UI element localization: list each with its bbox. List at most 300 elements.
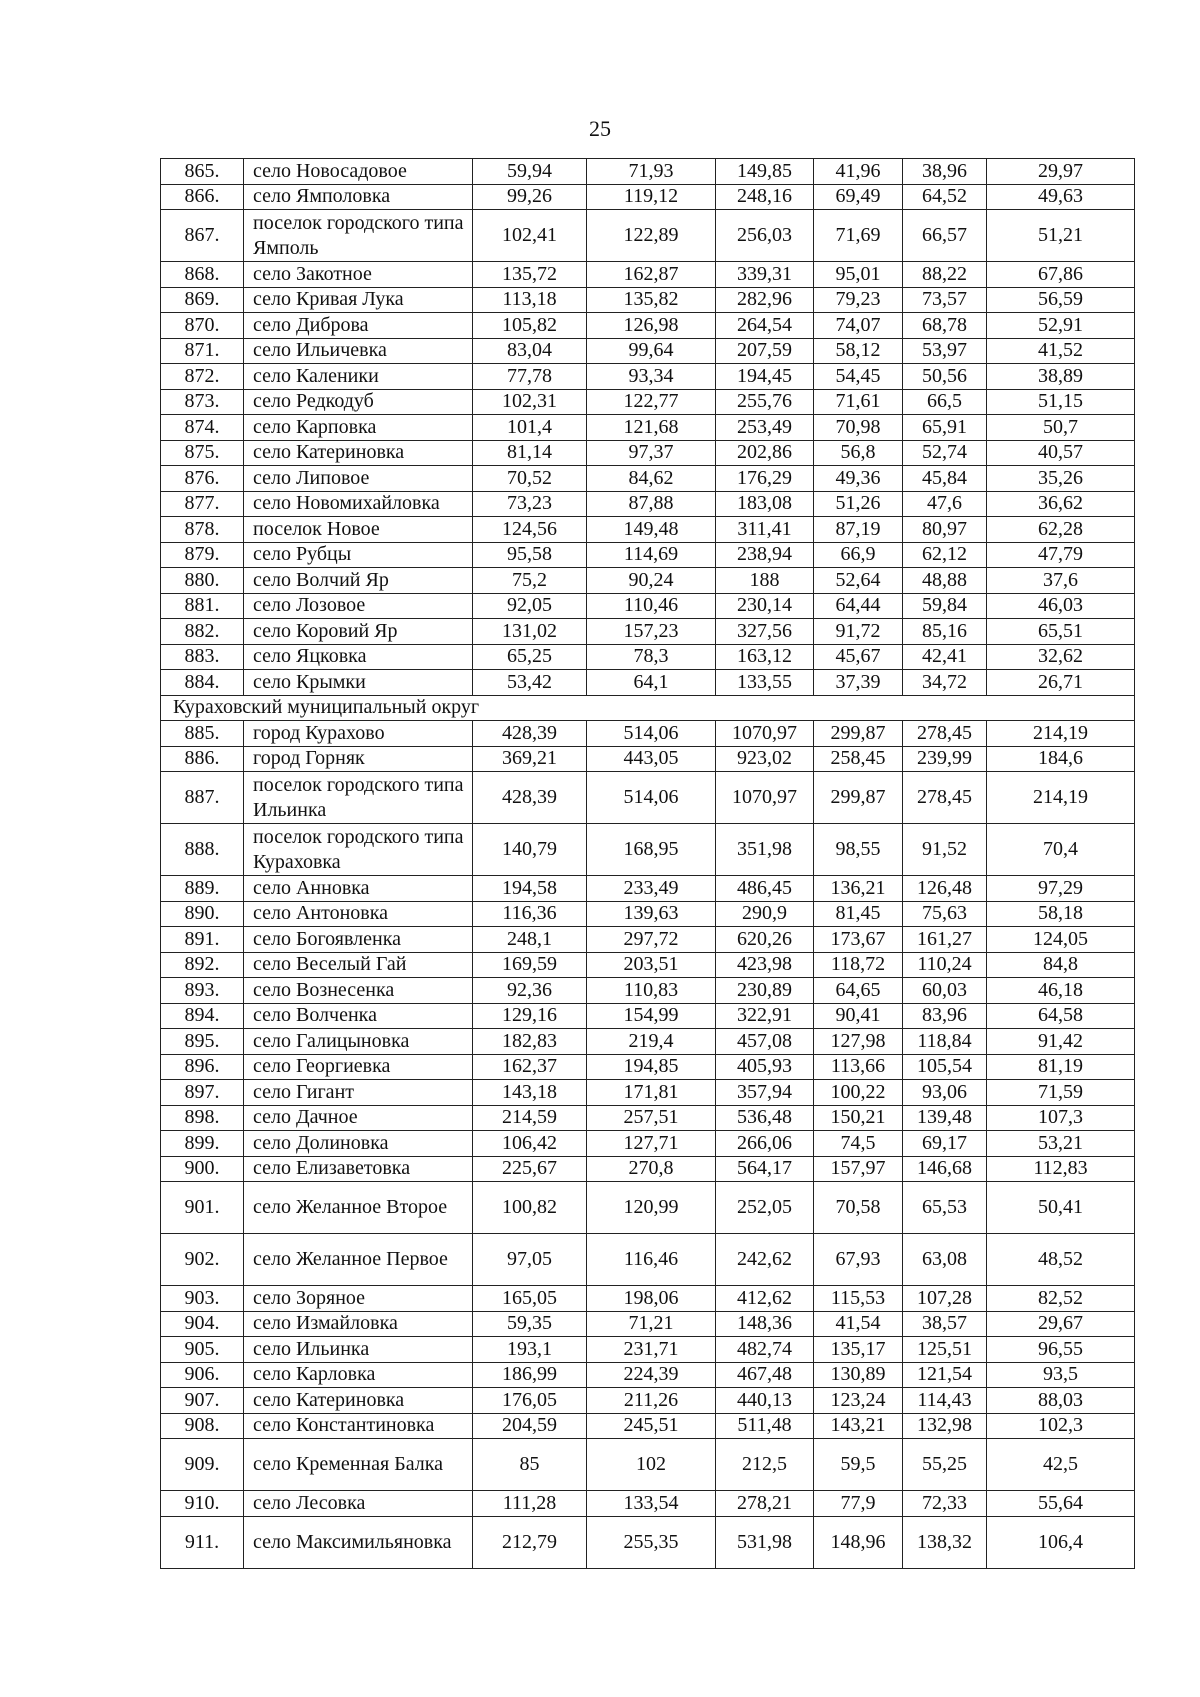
- row-number: 888.: [161, 824, 244, 876]
- value-cell: 143,21: [814, 1413, 903, 1439]
- value-cell: 357,94: [716, 1080, 814, 1106]
- value-cell: 299,87: [814, 772, 903, 824]
- value-cell: 457,08: [716, 1029, 814, 1055]
- value-cell: 113,18: [473, 287, 587, 313]
- value-cell: 176,29: [716, 466, 814, 492]
- value-cell: 102: [587, 1439, 716, 1491]
- value-cell: 48,88: [903, 568, 987, 594]
- value-cell: 42,41: [903, 644, 987, 670]
- row-number: 872.: [161, 364, 244, 390]
- value-cell: 93,34: [587, 364, 716, 390]
- row-number: 900.: [161, 1156, 244, 1182]
- table-row: [161, 1080, 1135, 1106]
- table-row: [161, 1234, 1135, 1286]
- settlement-name: село Желанное Второе: [244, 1182, 473, 1234]
- value-cell: 90,41: [814, 1003, 903, 1029]
- row-number: 907.: [161, 1388, 244, 1414]
- value-cell: 148,96: [814, 1516, 903, 1568]
- settlement-name: поселок городского типа Ильинка: [244, 772, 473, 824]
- value-cell: 67,93: [814, 1234, 903, 1286]
- value-cell: 85,16: [903, 619, 987, 645]
- table-row: [161, 1131, 1135, 1157]
- value-cell: 62,12: [903, 542, 987, 568]
- settlement-name: село Катериновка: [244, 440, 473, 466]
- table-row: [161, 593, 1135, 619]
- value-cell: 248,1: [473, 927, 587, 953]
- value-cell: 171,81: [587, 1080, 716, 1106]
- row-number: 909.: [161, 1439, 244, 1491]
- settlement-name: село Долиновка: [244, 1131, 473, 1157]
- value-cell: 278,21: [716, 1491, 814, 1517]
- value-cell: 59,84: [903, 593, 987, 619]
- value-cell: 486,45: [716, 876, 814, 902]
- value-cell: 212,5: [716, 1439, 814, 1491]
- value-cell: 77,9: [814, 1491, 903, 1517]
- settlement-name: село Ильичевка: [244, 338, 473, 364]
- settlement-name: село Катериновка: [244, 1388, 473, 1414]
- value-cell: 111,28: [473, 1491, 587, 1517]
- table-row: [161, 772, 1135, 824]
- row-number: 911.: [161, 1516, 244, 1568]
- value-cell: 122,77: [587, 389, 716, 415]
- value-cell: 290,9: [716, 901, 814, 927]
- value-cell: 163,12: [716, 644, 814, 670]
- value-cell: 107,28: [903, 1286, 987, 1312]
- value-cell: 97,05: [473, 1234, 587, 1286]
- value-cell: 230,89: [716, 978, 814, 1004]
- value-cell: 105,82: [473, 313, 587, 339]
- value-cell: 327,56: [716, 619, 814, 645]
- value-cell: 102,41: [473, 210, 587, 262]
- value-cell: 55,64: [987, 1491, 1135, 1517]
- value-cell: 63,08: [903, 1234, 987, 1286]
- value-cell: 40,57: [987, 440, 1135, 466]
- value-cell: 65,53: [903, 1182, 987, 1234]
- value-cell: 71,93: [587, 159, 716, 185]
- value-cell: 46,03: [987, 593, 1135, 619]
- value-cell: 113,66: [814, 1054, 903, 1080]
- value-cell: 242,62: [716, 1234, 814, 1286]
- value-cell: 369,21: [473, 746, 587, 772]
- row-number: 873.: [161, 389, 244, 415]
- value-cell: 161,27: [903, 927, 987, 953]
- value-cell: 428,39: [473, 772, 587, 824]
- row-number: 904.: [161, 1311, 244, 1337]
- table-row: [161, 1054, 1135, 1080]
- value-cell: 105,54: [903, 1054, 987, 1080]
- value-cell: 75,63: [903, 901, 987, 927]
- value-cell: 536,48: [716, 1105, 814, 1131]
- value-cell: 116,36: [473, 901, 587, 927]
- value-cell: 135,82: [587, 287, 716, 313]
- section-title: Кураховский муниципальный округ: [161, 695, 1135, 721]
- value-cell: 71,59: [987, 1080, 1135, 1106]
- value-cell: 37,39: [814, 670, 903, 696]
- value-cell: 139,48: [903, 1105, 987, 1131]
- value-cell: 514,06: [587, 772, 716, 824]
- table-row: [161, 746, 1135, 772]
- value-cell: 428,39: [473, 721, 587, 747]
- value-cell: 50,56: [903, 364, 987, 390]
- value-cell: 143,18: [473, 1080, 587, 1106]
- value-cell: 224,39: [587, 1362, 716, 1388]
- value-cell: 139,63: [587, 901, 716, 927]
- value-cell: 278,45: [903, 772, 987, 824]
- value-cell: 72,33: [903, 1491, 987, 1517]
- row-number: 881.: [161, 593, 244, 619]
- value-cell: 81,19: [987, 1054, 1135, 1080]
- row-number: 899.: [161, 1131, 244, 1157]
- settlement-name: село Кривая Лука: [244, 287, 473, 313]
- settlement-name: село Новомихайловка: [244, 491, 473, 517]
- settlement-name: село Новосадовое: [244, 159, 473, 185]
- table-row: [161, 1003, 1135, 1029]
- table-row: [161, 670, 1135, 696]
- table-row: [161, 1029, 1135, 1055]
- value-cell: 90,24: [587, 568, 716, 594]
- settlement-name: поселок Новое: [244, 517, 473, 543]
- value-cell: 41,96: [814, 159, 903, 185]
- row-number: 889.: [161, 876, 244, 902]
- value-cell: 136,21: [814, 876, 903, 902]
- table-row: [161, 389, 1135, 415]
- value-cell: 65,25: [473, 644, 587, 670]
- row-number: 880.: [161, 568, 244, 594]
- value-cell: 219,4: [587, 1029, 716, 1055]
- table-row: [161, 721, 1135, 747]
- value-cell: 71,69: [814, 210, 903, 262]
- value-cell: 1070,97: [716, 772, 814, 824]
- value-cell: 193,1: [473, 1337, 587, 1363]
- value-cell: 133,55: [716, 670, 814, 696]
- value-cell: 99,64: [587, 338, 716, 364]
- value-cell: 130,89: [814, 1362, 903, 1388]
- value-cell: 46,18: [987, 978, 1135, 1004]
- value-cell: 214,19: [987, 772, 1135, 824]
- value-cell: 70,52: [473, 466, 587, 492]
- settlement-name: село Карповка: [244, 415, 473, 441]
- table-row: [161, 184, 1135, 210]
- value-cell: 35,26: [987, 466, 1135, 492]
- table-row: [161, 644, 1135, 670]
- settlement-name: село Георгиевка: [244, 1054, 473, 1080]
- value-cell: 91,72: [814, 619, 903, 645]
- value-cell: 297,72: [587, 927, 716, 953]
- settlement-name: село Крымки: [244, 670, 473, 696]
- value-cell: 440,13: [716, 1388, 814, 1414]
- table-row: [161, 491, 1135, 517]
- value-cell: 95,58: [473, 542, 587, 568]
- row-number: 871.: [161, 338, 244, 364]
- value-cell: 118,84: [903, 1029, 987, 1055]
- value-cell: 135,72: [473, 262, 587, 288]
- value-cell: 138,32: [903, 1516, 987, 1568]
- row-number: 891.: [161, 927, 244, 953]
- row-number: 890.: [161, 901, 244, 927]
- value-cell: 47,79: [987, 542, 1135, 568]
- value-cell: 100,22: [814, 1080, 903, 1106]
- settlement-name: село Лесовка: [244, 1491, 473, 1517]
- value-cell: 47,6: [903, 491, 987, 517]
- value-cell: 84,62: [587, 466, 716, 492]
- value-cell: 64,52: [903, 184, 987, 210]
- table-row: [161, 262, 1135, 288]
- value-cell: 42,5: [987, 1439, 1135, 1491]
- value-cell: 73,23: [473, 491, 587, 517]
- value-cell: 121,68: [587, 415, 716, 441]
- settlement-name: село Гигант: [244, 1080, 473, 1106]
- table-row: [161, 1286, 1135, 1312]
- value-cell: 50,7: [987, 415, 1135, 441]
- table-row: [161, 901, 1135, 927]
- value-cell: 52,64: [814, 568, 903, 594]
- row-number: 887.: [161, 772, 244, 824]
- value-cell: 482,74: [716, 1337, 814, 1363]
- settlement-name: село Дачное: [244, 1105, 473, 1131]
- value-cell: 83,96: [903, 1003, 987, 1029]
- value-cell: 173,67: [814, 927, 903, 953]
- table-row: [161, 466, 1135, 492]
- value-cell: 129,16: [473, 1003, 587, 1029]
- value-cell: 107,3: [987, 1105, 1135, 1131]
- row-number: 897.: [161, 1080, 244, 1106]
- value-cell: 238,94: [716, 542, 814, 568]
- row-number: 878.: [161, 517, 244, 543]
- row-number: 893.: [161, 978, 244, 1004]
- table-row: [161, 876, 1135, 902]
- settlement-name: село Константиновка: [244, 1413, 473, 1439]
- settlement-name: село Диброва: [244, 313, 473, 339]
- value-cell: 126,48: [903, 876, 987, 902]
- value-cell: 299,87: [814, 721, 903, 747]
- settlement-name: село Анновка: [244, 876, 473, 902]
- value-cell: 93,06: [903, 1080, 987, 1106]
- value-cell: 65,51: [987, 619, 1135, 645]
- value-cell: 49,36: [814, 466, 903, 492]
- value-cell: 115,53: [814, 1286, 903, 1312]
- table-row: [161, 1182, 1135, 1234]
- table-row: [161, 159, 1135, 185]
- value-cell: 1070,97: [716, 721, 814, 747]
- value-cell: 140,79: [473, 824, 587, 876]
- value-cell: 176,05: [473, 1388, 587, 1414]
- value-cell: 125,51: [903, 1337, 987, 1363]
- value-cell: 248,16: [716, 184, 814, 210]
- value-cell: 59,5: [814, 1439, 903, 1491]
- value-cell: 467,48: [716, 1362, 814, 1388]
- row-number: 870.: [161, 313, 244, 339]
- value-cell: 194,45: [716, 364, 814, 390]
- value-cell: 126,98: [587, 313, 716, 339]
- value-cell: 54,45: [814, 364, 903, 390]
- value-cell: 92,05: [473, 593, 587, 619]
- value-cell: 65,91: [903, 415, 987, 441]
- settlement-name: село Веселый Гай: [244, 952, 473, 978]
- value-cell: 102,31: [473, 389, 587, 415]
- value-cell: 162,87: [587, 262, 716, 288]
- value-cell: 278,45: [903, 721, 987, 747]
- value-cell: 48,52: [987, 1234, 1135, 1286]
- value-cell: 91,42: [987, 1029, 1135, 1055]
- value-cell: 88,03: [987, 1388, 1135, 1414]
- row-number: 910.: [161, 1491, 244, 1517]
- table-row: [161, 952, 1135, 978]
- value-cell: 133,54: [587, 1491, 716, 1517]
- value-cell: 256,03: [716, 210, 814, 262]
- table-row: [161, 542, 1135, 568]
- value-cell: 26,71: [987, 670, 1135, 696]
- row-number: 875.: [161, 440, 244, 466]
- value-cell: 74,5: [814, 1131, 903, 1157]
- table-row: [161, 1388, 1135, 1414]
- table-row: [161, 287, 1135, 313]
- value-cell: 64,1: [587, 670, 716, 696]
- row-number: 901.: [161, 1182, 244, 1234]
- value-cell: 531,98: [716, 1516, 814, 1568]
- row-number: 895.: [161, 1029, 244, 1055]
- value-cell: 97,29: [987, 876, 1135, 902]
- value-cell: 95,01: [814, 262, 903, 288]
- table-row: [161, 1516, 1135, 1568]
- value-cell: 73,57: [903, 287, 987, 313]
- value-cell: 211,26: [587, 1388, 716, 1414]
- value-cell: 282,96: [716, 287, 814, 313]
- value-cell: 311,41: [716, 517, 814, 543]
- row-number: 886.: [161, 746, 244, 772]
- value-cell: 146,68: [903, 1156, 987, 1182]
- table-row: [161, 927, 1135, 953]
- value-cell: 38,57: [903, 1311, 987, 1337]
- value-cell: 84,8: [987, 952, 1135, 978]
- value-cell: 214,19: [987, 721, 1135, 747]
- value-cell: 127,98: [814, 1029, 903, 1055]
- value-cell: 124,05: [987, 927, 1135, 953]
- table-row: [161, 824, 1135, 876]
- table-row: [161, 210, 1135, 262]
- value-cell: 64,58: [987, 1003, 1135, 1029]
- value-cell: 245,51: [587, 1413, 716, 1439]
- value-cell: 351,98: [716, 824, 814, 876]
- value-cell: 514,06: [587, 721, 716, 747]
- value-cell: 41,54: [814, 1311, 903, 1337]
- value-cell: 83,04: [473, 338, 587, 364]
- value-cell: 194,58: [473, 876, 587, 902]
- settlement-name: село Коровий Яр: [244, 619, 473, 645]
- table-row: [161, 978, 1135, 1004]
- table-row: [161, 568, 1135, 594]
- value-cell: 88,22: [903, 262, 987, 288]
- value-cell: 52,91: [987, 313, 1135, 339]
- row-number: 868.: [161, 262, 244, 288]
- table-row: [161, 313, 1135, 339]
- settlement-name: село Кременная Балка: [244, 1439, 473, 1491]
- table-row: [161, 364, 1135, 390]
- value-cell: 149,85: [716, 159, 814, 185]
- value-cell: 71,61: [814, 389, 903, 415]
- row-number: 874.: [161, 415, 244, 441]
- value-cell: 75,2: [473, 568, 587, 594]
- value-cell: 59,94: [473, 159, 587, 185]
- value-cell: 257,51: [587, 1105, 716, 1131]
- value-cell: 923,02: [716, 746, 814, 772]
- row-number: 894.: [161, 1003, 244, 1029]
- table-row: [161, 338, 1135, 364]
- settlement-name: село Ямполовка: [244, 184, 473, 210]
- value-cell: 68,78: [903, 313, 987, 339]
- row-number: 896.: [161, 1054, 244, 1080]
- value-cell: 66,9: [814, 542, 903, 568]
- table-row: [161, 1491, 1135, 1517]
- row-number: 892.: [161, 952, 244, 978]
- value-cell: 38,96: [903, 159, 987, 185]
- value-cell: 66,57: [903, 210, 987, 262]
- settlement-name: село Антоновка: [244, 901, 473, 927]
- value-cell: 79,23: [814, 287, 903, 313]
- settlement-name: село Ильинка: [244, 1337, 473, 1363]
- table-row: [161, 1362, 1135, 1388]
- value-cell: 230,14: [716, 593, 814, 619]
- table-row: [161, 1311, 1135, 1337]
- settlement-name: село Калeники: [244, 364, 473, 390]
- value-cell: 98,55: [814, 824, 903, 876]
- value-cell: 154,99: [587, 1003, 716, 1029]
- value-cell: 114,69: [587, 542, 716, 568]
- settlement-name: село Галицыновка: [244, 1029, 473, 1055]
- table-row: [161, 415, 1135, 441]
- value-cell: 150,21: [814, 1105, 903, 1131]
- value-cell: 99,26: [473, 184, 587, 210]
- value-cell: 49,63: [987, 184, 1135, 210]
- value-cell: 149,48: [587, 517, 716, 543]
- value-cell: 123,24: [814, 1388, 903, 1414]
- table-body: [161, 159, 1135, 1569]
- value-cell: 81,45: [814, 901, 903, 927]
- value-cell: 131,02: [473, 619, 587, 645]
- value-cell: 184,6: [987, 746, 1135, 772]
- value-cell: 188: [716, 568, 814, 594]
- value-cell: 207,59: [716, 338, 814, 364]
- value-cell: 162,37: [473, 1054, 587, 1080]
- value-cell: 74,07: [814, 313, 903, 339]
- row-number: 885.: [161, 721, 244, 747]
- row-number: 866.: [161, 184, 244, 210]
- value-cell: 212,79: [473, 1516, 587, 1568]
- value-cell: 45,67: [814, 644, 903, 670]
- value-cell: 255,76: [716, 389, 814, 415]
- value-cell: 70,58: [814, 1182, 903, 1234]
- value-cell: 29,97: [987, 159, 1135, 185]
- row-number: 908.: [161, 1413, 244, 1439]
- row-number: 902.: [161, 1234, 244, 1286]
- row-number: 865.: [161, 159, 244, 185]
- value-cell: 169,59: [473, 952, 587, 978]
- value-cell: 168,95: [587, 824, 716, 876]
- value-cell: 50,41: [987, 1182, 1135, 1234]
- table-row: [161, 1413, 1135, 1439]
- row-number: 882.: [161, 619, 244, 645]
- value-cell: 81,14: [473, 440, 587, 466]
- value-cell: 231,71: [587, 1337, 716, 1363]
- value-cell: 253,49: [716, 415, 814, 441]
- value-cell: 102,3: [987, 1413, 1135, 1439]
- value-cell: 58,12: [814, 338, 903, 364]
- value-cell: 70,4: [987, 824, 1135, 876]
- value-cell: 258,45: [814, 746, 903, 772]
- value-cell: 87,19: [814, 517, 903, 543]
- value-cell: 53,97: [903, 338, 987, 364]
- row-number: 876.: [161, 466, 244, 492]
- settlement-name: село Желанное Первое: [244, 1234, 473, 1286]
